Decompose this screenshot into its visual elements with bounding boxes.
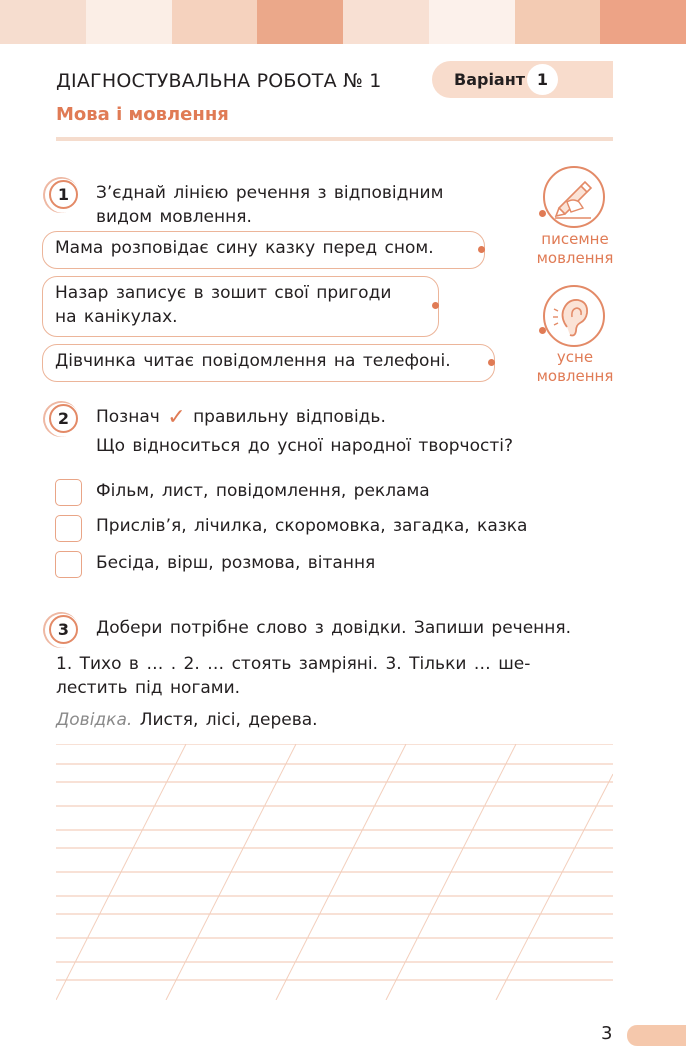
variant-label: Варіант [454, 70, 526, 89]
strip-block [257, 0, 343, 44]
task3-number: 3 [49, 615, 78, 644]
strip-block [343, 0, 429, 44]
sentence-connector-dot[interactable] [488, 359, 495, 366]
hint-label: Довідка. [56, 710, 133, 730]
ear-icon [543, 285, 605, 347]
sentence-text: на канікулах. [55, 307, 178, 327]
answer-option: Бесіда, вірш, розмова, вітання [96, 553, 376, 573]
sentence-text: Мама розповідає сину казку перед сном. [55, 238, 434, 258]
type-connector-dot[interactable] [539, 327, 546, 334]
answer-checkbox[interactable] [55, 479, 82, 506]
task1-instruction-line2: видом мовлення. [96, 207, 252, 227]
strip-block [515, 0, 601, 44]
sentence-connector-dot[interactable] [478, 246, 485, 253]
page-number: 3 [601, 1023, 613, 1044]
task3-sentences-line1: 1. Тихо в … . 2. … стоять замріяні. 3. Тільки … ше- [56, 654, 531, 674]
sentence-text: Дівчинка читає повідомлення на телефоні. [55, 351, 451, 371]
variant-number: 1 [527, 64, 558, 95]
type-label-line: усне [556, 348, 594, 366]
task2-instruction-text: правильну відповідь. [193, 407, 386, 427]
writing-hand-icon [543, 166, 605, 228]
strip-block [0, 0, 86, 44]
task2-question: Що відноситься до усної народної творчості? [96, 436, 513, 456]
page-tab-decoration [627, 1025, 686, 1046]
task3-hint [56, 708, 318, 732]
type-label-oral [525, 348, 625, 386]
strip-block [86, 0, 172, 44]
strip-block [172, 0, 258, 44]
ear-icon-graphic [545, 287, 603, 345]
type-label-written [525, 230, 625, 268]
answer-option: Прислів’я, лічилка, скоромовка, загадка, казка [96, 516, 528, 536]
slant-line [496, 774, 613, 1000]
task2-instruction-text: Познач [96, 407, 160, 427]
sentence-card[interactable] [42, 344, 495, 382]
type-label-line: писемне [541, 230, 609, 248]
task3-instruction: Добери потрібне слово з довідки. Запиши речення. [96, 618, 572, 638]
type-connector-dot[interactable] [539, 210, 546, 217]
task2-number: 2 [49, 404, 78, 433]
sentence-card[interactable] [42, 231, 485, 269]
type-label-line: мовлення [536, 249, 614, 267]
variant-badge [432, 61, 613, 98]
sentence-connector-dot[interactable] [432, 302, 439, 309]
strip-block [600, 0, 686, 44]
type-label-line: мовлення [536, 367, 614, 385]
page-title: ДІАГНОСТУВАЛЬНА РОБОТА № 1 [56, 70, 382, 92]
header-color-strip [0, 0, 686, 44]
answer-option: Фільм, лист, повідомлення, реклама [96, 481, 430, 501]
hint-words: Листя, лісі, дерева. [139, 710, 318, 730]
task2-instruction [96, 404, 386, 429]
writing-lines-area[interactable] [56, 744, 613, 1000]
task3-sentences-line2: лестить під ногами. [56, 678, 241, 698]
writing-hand-icon-graphic [545, 168, 603, 226]
page-subtitle: Мова і мовлення [56, 104, 229, 125]
sentence-card[interactable] [42, 276, 439, 337]
sentence-text: Назар записує в зошит свої пригоди [55, 283, 392, 303]
answer-checkbox[interactable] [55, 551, 82, 578]
check-mark-icon: ✓ [167, 405, 186, 430]
answer-checkbox[interactable] [55, 515, 82, 542]
task1-instruction-line1: З’єднай лінією речення з відповідним [96, 183, 444, 203]
strip-block [429, 0, 515, 44]
header-divider [56, 137, 613, 141]
task1-number: 1 [49, 180, 78, 209]
